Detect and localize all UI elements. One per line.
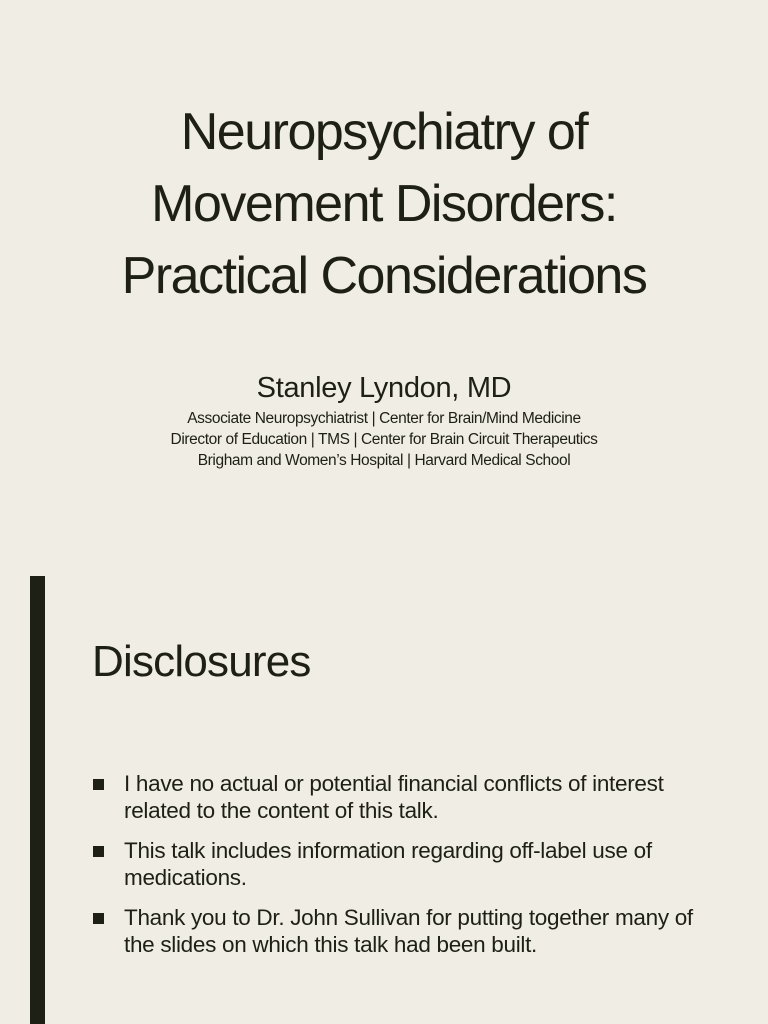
affiliation-line: Brigham and Women’s Hospital | Harvard Medical School bbox=[197, 452, 571, 469]
list-item bbox=[92, 837, 712, 891]
square-bullet-icon bbox=[93, 846, 104, 857]
bullet-text: This talk includes information regarding off-label use of medications. bbox=[124, 838, 652, 890]
affiliation-line: Associate Neuropsychiatrist | Center for Brain/Mind Medicine bbox=[187, 410, 581, 427]
title-line: Practical Considerations bbox=[121, 247, 647, 305]
title-line: Movement Disorders: bbox=[151, 175, 617, 233]
disclosures-slide bbox=[0, 576, 768, 1024]
author-name: Stanley Lyndon, MD bbox=[256, 372, 512, 404]
bullet-text: Thank you to Dr. John Sullivan for putting together many of the slides on which this talk had been built. bbox=[124, 905, 693, 957]
list-item bbox=[92, 770, 712, 824]
bullet-text: I have no actual or potential financial conflicts of interest related to the content of this talk. bbox=[124, 771, 664, 823]
square-bullet-icon bbox=[93, 779, 104, 790]
author-affiliations bbox=[0, 408, 768, 471]
title-line: Neuropsychiatry of bbox=[180, 103, 588, 161]
disclosures-heading: Disclosures bbox=[92, 637, 311, 686]
square-bullet-icon bbox=[93, 913, 104, 924]
disclosures-list bbox=[92, 770, 712, 971]
affiliation-line: Director of Education | TMS | Center for Brain Circuit Therapeutics bbox=[170, 431, 598, 448]
presentation-title bbox=[40, 96, 728, 312]
list-item bbox=[92, 904, 712, 958]
accent-bar bbox=[30, 576, 45, 1024]
